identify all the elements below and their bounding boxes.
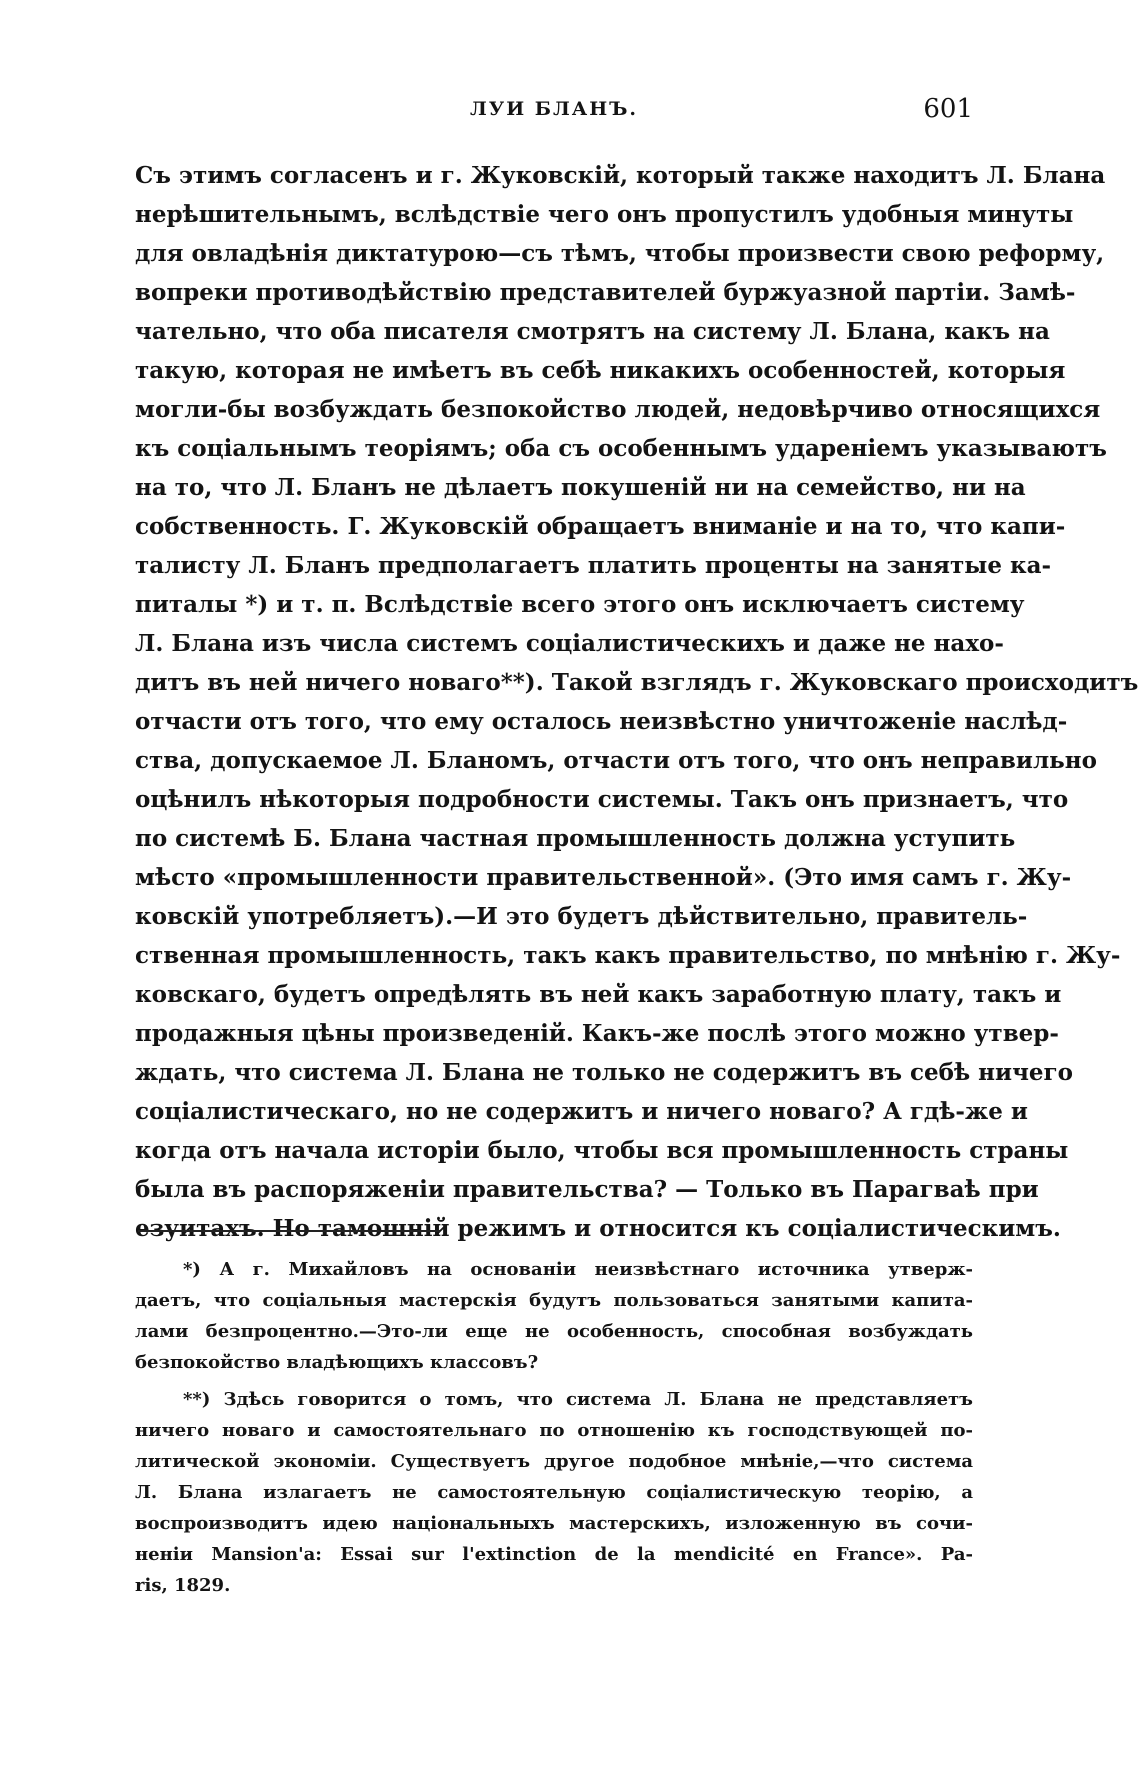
text-line: нерѣшительнымъ, вслѣдствіе чего онъ пропустилъ удобныя минуты <box>135 201 1074 228</box>
text-line: могли-бы возбуждать безпокойство людей, недовѣрчиво относящихся <box>135 396 1101 423</box>
footnote-line: литической экономіи. Существуетъ другое подобное мнѣніе,—что система <box>135 1451 973 1472</box>
text-line: ждать, что система Л. Блана не только не содержитъ въ себѣ ничего <box>135 1059 1073 1086</box>
text-line: по системѣ Б. Блана частная промышленность должна уступить <box>135 825 1016 852</box>
footnote-line: неніи Mansion'a: Essai sur l'extinction de la mendicité en France». Pa- <box>135 1544 973 1565</box>
main-text-block <box>135 156 1139 1248</box>
footnote-line: даетъ, что соціальныя мастерскія будутъ пользоваться занятыми капита- <box>135 1290 973 1311</box>
text-line: чательно, что оба писателя смотрятъ на систему Л. Блана, какъ на <box>135 318 1050 345</box>
text-line: питалы *) и т. п. Вслѣдствіе всего этого онъ исключаетъ систему <box>135 591 1025 618</box>
text-line: соціалистическаго, но не содержитъ и ничего новаго? А гдѣ-же и <box>135 1098 1028 1125</box>
text-line: ковскаго, будетъ опредѣлять въ ней какъ заработную плату, такъ и <box>135 981 1062 1008</box>
text-line: мѣсто «промышленности правительственной». (Это имя самъ г. Жу- <box>135 864 1072 891</box>
text-line: ства, допускаемое Л. Бланомъ, отчасти отъ того, что онъ неправильно <box>135 747 1097 774</box>
text-line: продажныя цѣны произведеній. Какъ-же послѣ этого можно утвер- <box>135 1020 1059 1047</box>
footnote-line: безпокойство владѣющихъ классовъ? <box>135 1352 539 1373</box>
text-line: собственность. Г. Жуковскій обращаетъ вниманіе и на то, что капи- <box>135 513 1066 540</box>
text-line: была въ распоряженіи правительства? — Только въ Парагваѣ при <box>135 1176 1039 1203</box>
text-line: на то, что Л. Бланъ не дѣлаетъ покушеній ни на семейство, ни на <box>135 474 1026 501</box>
text-line: когда отъ начала исторіи было, чтобы вся промышленность страны <box>135 1137 1069 1164</box>
text-line: для овладѣнія диктатурою—съ тѣмъ, чтобы произвести свою реформу, <box>135 240 1105 267</box>
text-line: такую, которая не имѣетъ въ себѣ никакихъ особенностей, которыя <box>135 357 1066 384</box>
footnote-line: Л. Блана излагаетъ не самостоятельную соціалистическую теорію, а <box>135 1482 973 1503</box>
footnote-line: **) Здѣсь говорится о томъ, что система Л. Блана не представляетъ <box>183 1389 973 1410</box>
text-line: дитъ въ ней ничего новаго**). Такой взглядъ г. Жуковскаго происходитъ <box>135 669 1139 696</box>
page-number: 601 <box>923 94 973 124</box>
footnotes-block <box>135 1254 973 1601</box>
footnote-1 <box>135 1254 973 1378</box>
text-line: отчасти отъ того, что ему осталось неизвѣстно уничтоженіе наслѣд- <box>135 708 1068 735</box>
footnote-line: ris, 1829. <box>135 1575 231 1596</box>
text-line: Съ этимъ согласенъ и г. Жуковскій, который также находитъ Л. Блана <box>135 162 1106 189</box>
text-line: Л. Блана изъ числа системъ соціалистическихъ и даже не нахо- <box>135 630 1004 657</box>
text-line: оцѣнилъ нѣкоторыя подробности системы. Такъ онъ признаетъ, что <box>135 786 1069 813</box>
footnote-line: ничего новаго и самостоятельнаго по отношенію къ господствующей по- <box>135 1420 973 1441</box>
text-line: ственная промышленность, такъ какъ правительство, по мнѣнію г. Жу- <box>135 942 1121 969</box>
running-title: ЛУИ БЛАНЪ. <box>469 98 639 120</box>
text-line: талисту Л. Бланъ предполагаетъ платить проценты на занятые ка- <box>135 552 1052 579</box>
footnote-divider <box>138 1230 440 1232</box>
footnote-2 <box>135 1384 973 1601</box>
text-line: вопреки противодѣйствію представителей буржуазной партіи. Замѣ- <box>135 279 1076 306</box>
footnote-line: лами безпроцентно.—Это-ли еще не особенность, способная возбуждать <box>135 1321 973 1342</box>
text-line: езуитахъ. Но тамошній режимъ и относится къ соціалистическимъ. <box>135 1215 1061 1242</box>
running-head <box>135 94 973 138</box>
text-line: ковскій употребляетъ).—И это будетъ дѣйствительно, правитель- <box>135 903 1028 930</box>
footnote-line: *) А г. Михайловъ на основаніи неизвѣстнаго источника утверж- <box>183 1259 973 1280</box>
footnote-line: воспроизводитъ идею національныхъ мастерскихъ, изложенную въ сочи- <box>135 1513 973 1534</box>
text-line: къ соціальнымъ теоріямъ; оба съ особеннымъ удареніемъ указываютъ <box>135 435 1107 462</box>
